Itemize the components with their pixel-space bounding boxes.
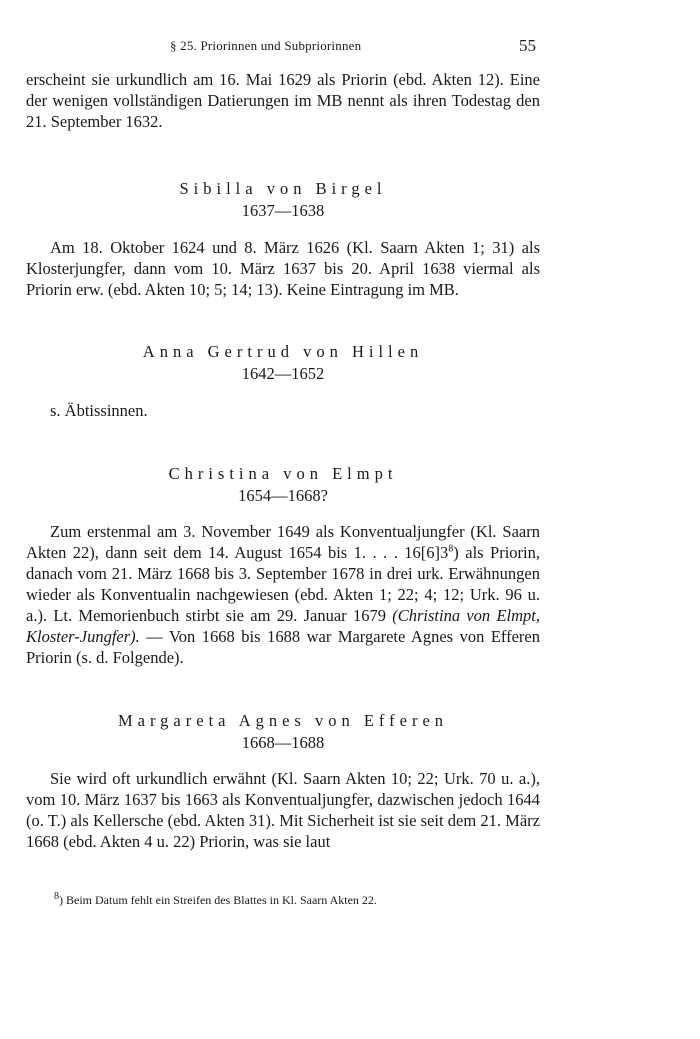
footnote-text: ) Beim Datum fehlt ein Streifen des Blattes in Kl. Saarn Akten 22. [59,893,377,907]
margareta-paragraph: Sie wird oft urkundlich erwähnt (Kl. Saarn Akten 10; 22; Urk. 70 u. a.), vom 10. März 1637 bis 1663 als Konventualjungfer, dazwischen jedoch 1644 (o. T.) als Kellersche (ebd. Akten 31). Mit Sicherheit ist sie seit dem 21. März 1668 (ebd. Akten 4 u. 22) Priorin, was sie laut [26,769,540,851]
footnote [54,893,534,908]
anna-paragraph: s. Äbtissinnen. [50,401,148,420]
footnote-reference[interactable]: 8 [448,543,454,555]
heading-christina-name: Christina von Elmpt [168,464,398,483]
running-head [0,38,700,58]
sibilla-paragraph: Am 18. Oktober 1624 und 8. März 1626 (Kl. Saarn Akten 1; 31) als Klosterjungfer, dann vom 10. März 1637 bis 20. April 1638 viermal als Priorin erw. (ebd. Akten 10; 5; 14; 13). Keine Eintragung im MB. [26,238,540,299]
christina-paragraph [26,521,540,668]
heading-anna-name: Anna Gertrud von Hillen [142,342,424,361]
christina-text-italic: (Christina von Elmpt, Kloster-Jungfer). [26,606,540,646]
heading-christina-years: 1654—1668? [238,486,328,505]
heading-anna-years: 1642—1652 [241,364,325,383]
page-number: 55 [519,36,536,55]
heading-margareta-years: 1668—1688 [241,733,325,752]
christina-text-c: — Von 1668 bis 1688 war Margarete Agnes von Efferen Priorin (s. d. Folgende). [26,627,540,667]
intro-paragraph: erscheint sie urkundlich am 16. Mai 1629 als Priorin (ebd. Akten 12). Eine der wenigen vollständigen Datierungen im MB nennt als ihren Todestag den 21. September 1632. [26,70,540,131]
christina-text-a: Zum erstenmal am 3. November 1649 als Konventualjungfer (Kl. Saarn Akten 22), dann seit dem 14. August 1654 bis 1. . . . 16[6]3 [26,522,540,562]
heading-sibilla-name: Sibilla von Birgel [179,179,387,198]
footnote-marker: 8 [54,891,59,902]
heading-margareta-name: Margareta Agnes von Efferen [117,711,449,730]
running-title: § 25. Priorinnen und Subpriorinnen [170,38,362,53]
heading-sibilla-years: 1637—1638 [241,201,325,220]
christina-text-b: ) als Priorin, danach vom 21. März 1668 bis 3. September 1678 in drei urk. Erwähnungen wieder als Konventualin nachgewiesen (ebd. Akten 1; 22; 4; 12; Urk. 96 u. a.). Lt. Memorienbuch stirbt sie am 29. Januar 1679 [26,543,540,625]
